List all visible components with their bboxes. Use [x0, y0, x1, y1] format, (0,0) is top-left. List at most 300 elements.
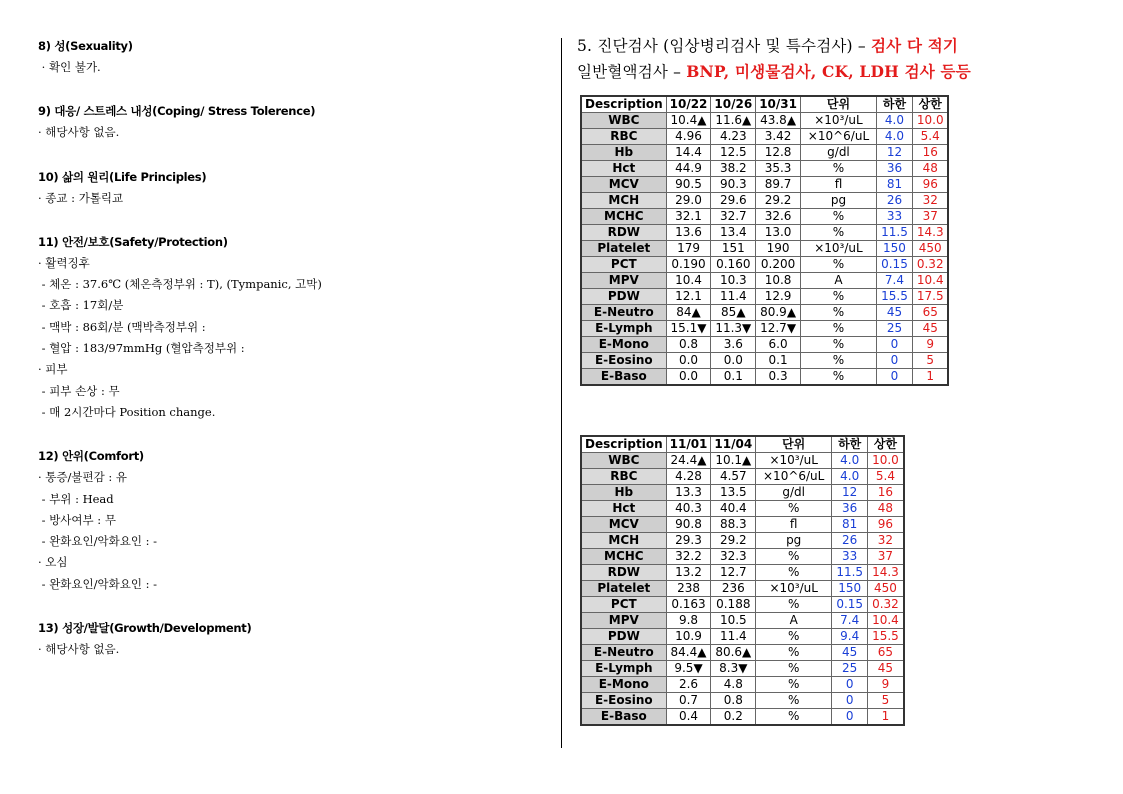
upper-limit: 16	[868, 485, 904, 501]
test-name: MCH	[581, 193, 666, 209]
result-value: 3.42	[756, 129, 801, 145]
lower-limit: 81	[876, 177, 912, 193]
result-value: 88.3	[711, 517, 756, 533]
section-line: - 완화요인/악화요인 : -	[38, 576, 158, 591]
result-value: 90.3	[711, 177, 756, 193]
table-row	[581, 289, 948, 305]
table-row	[581, 501, 904, 517]
lower-limit: 0	[876, 353, 912, 369]
section-2	[38, 167, 538, 209]
lower-limit: 12	[876, 145, 912, 161]
unit: %	[800, 337, 876, 353]
test-name: PCT	[581, 257, 666, 273]
lower-limit: 36	[876, 161, 912, 177]
result-value: 11.4	[711, 629, 756, 645]
test-name: WBC	[581, 453, 666, 469]
table-row	[581, 645, 904, 661]
upper-limit: 37	[868, 549, 904, 565]
result-value: 0.188	[711, 597, 756, 613]
section-4	[38, 446, 538, 595]
assessment-notes	[38, 36, 538, 683]
heading-line-1	[577, 33, 971, 59]
section-title: 12) 안위(Comfort)	[38, 449, 144, 464]
column-header: 10/26	[711, 96, 756, 113]
table-row	[581, 677, 904, 693]
section-line: - 체온 : 37.6℃ (체온측정부위 : T), (Tympanic, 고막)	[38, 277, 322, 292]
result-value: 35.3	[756, 161, 801, 177]
result-value: 44.9	[666, 161, 711, 177]
unit: %	[756, 597, 832, 613]
section-line: - 매 2시간마다 Position change.	[38, 404, 216, 419]
result-value: 0.8	[711, 693, 756, 709]
unit: ×10^6/uL	[800, 129, 876, 145]
result-value: 40.3	[666, 501, 711, 517]
test-name: E-Lymph	[581, 321, 666, 337]
test-name: MCHC	[581, 549, 666, 565]
result-value: 40.4	[711, 501, 756, 517]
lower-limit: 0	[832, 693, 868, 709]
result-value: 10.1▲	[711, 453, 756, 469]
unit: %	[800, 225, 876, 241]
test-name: PDW	[581, 629, 666, 645]
unit: ×10³/uL	[800, 113, 876, 129]
result-value: 32.2	[666, 549, 711, 565]
section-title: 9) 대응/ 스트레스 내성(Coping/ Stress Tolerence)	[38, 104, 316, 119]
section-title: 10) 삶의 원리(Life Principles)	[38, 169, 207, 184]
table-header-row	[581, 436, 904, 453]
lower-limit: 25	[876, 321, 912, 337]
result-value: 0.0	[666, 369, 711, 386]
column-header: Description	[581, 436, 666, 453]
section-title: 8) 성(Sexuality)	[38, 39, 133, 53]
result-value: 2.6	[666, 677, 711, 693]
section-title: 11) 안전/보호(Safety/Protection)	[38, 234, 228, 249]
lab-section-heading	[577, 33, 971, 85]
column-header: 상한	[912, 96, 948, 113]
result-value: 12.5	[711, 145, 756, 161]
unit: A	[800, 273, 876, 289]
cbc-table-oct	[580, 95, 949, 386]
test-name: MCHC	[581, 209, 666, 225]
lower-limit: 0	[832, 709, 868, 726]
table-row	[581, 353, 948, 369]
result-value: 29.3	[666, 533, 711, 549]
section-title: 13) 성장/발달(Growth/Development)	[38, 621, 252, 636]
test-name: E-Baso	[581, 709, 666, 726]
lower-limit: 33	[876, 209, 912, 225]
lower-limit: 45	[832, 645, 868, 661]
result-value: 38.2	[711, 161, 756, 177]
result-value: 190	[756, 241, 801, 257]
test-name: Hct	[581, 161, 666, 177]
lower-limit: 4.0	[876, 113, 912, 129]
section-line: · 해당사항 없음.	[38, 642, 120, 657]
upper-limit: 9	[912, 337, 948, 353]
table-row	[581, 193, 948, 209]
lower-limit: 11.5	[832, 565, 868, 581]
result-value: 10.8	[756, 273, 801, 289]
section-1	[38, 101, 538, 143]
section-line: - 방사여부 : 무	[38, 512, 116, 527]
table-row	[581, 225, 948, 241]
lower-limit: 15.5	[876, 289, 912, 305]
section-line: · 오심	[38, 555, 68, 570]
test-name: E-Mono	[581, 337, 666, 353]
result-value: 0.1	[756, 353, 801, 369]
section-line: · 해당사항 없음.	[38, 125, 120, 140]
test-name: WBC	[581, 113, 666, 129]
upper-limit: 5	[868, 693, 904, 709]
upper-limit: 1	[912, 369, 948, 386]
result-value: 13.2	[666, 565, 711, 581]
section-5	[38, 618, 538, 660]
test-name: RBC	[581, 129, 666, 145]
upper-limit: 65	[912, 305, 948, 321]
table-row	[581, 369, 948, 386]
section-line: - 호흡 : 17회/분	[38, 298, 124, 313]
unit: %	[756, 501, 832, 517]
section-line: - 맥박 : 86회/분 (맥박측정부위 :	[38, 319, 206, 334]
test-name: E-Neutro	[581, 645, 666, 661]
result-value: 0.163	[666, 597, 711, 613]
cbc-table-nov	[580, 435, 905, 726]
table-row	[581, 613, 904, 629]
test-name: PCT	[581, 597, 666, 613]
heading-line-2-highlight: BNP, 미생물검사, CK, LDH 검사 등등	[686, 62, 971, 81]
result-value: 4.8	[711, 677, 756, 693]
test-name: MCH	[581, 533, 666, 549]
upper-limit: 48	[868, 501, 904, 517]
upper-limit: 96	[868, 517, 904, 533]
heading-line-1-text: 5. 진단검사 (임상병리검사 및 특수검사) –	[577, 37, 871, 55]
test-name: E-Lymph	[581, 661, 666, 677]
table-row	[581, 305, 948, 321]
lower-limit: 7.4	[832, 613, 868, 629]
lower-limit: 0	[876, 369, 912, 386]
table-row	[581, 453, 904, 469]
section-line: - 혈압 : 183/97mmHg (혈압측정부위 :	[38, 341, 245, 356]
lower-limit: 26	[832, 533, 868, 549]
section-0	[38, 36, 538, 78]
result-value: 0.0	[711, 353, 756, 369]
upper-limit: 10.0	[868, 453, 904, 469]
result-value: 10.3	[711, 273, 756, 289]
heading-line-2	[577, 59, 971, 85]
upper-limit: 9	[868, 677, 904, 693]
unit: %	[800, 353, 876, 369]
result-value: 0.7	[666, 693, 711, 709]
unit: fl	[800, 177, 876, 193]
lower-limit: 33	[832, 549, 868, 565]
table-row	[581, 257, 948, 273]
lower-limit: 25	[832, 661, 868, 677]
column-header: 10/31	[756, 96, 801, 113]
column-header: 단위	[756, 436, 832, 453]
table-row	[581, 661, 904, 677]
result-value: 84▲	[666, 305, 711, 321]
result-value: 13.0	[756, 225, 801, 241]
upper-limit: 10.4	[912, 273, 948, 289]
lower-limit: 81	[832, 517, 868, 533]
table-row	[581, 273, 948, 289]
column-divider	[561, 38, 562, 748]
unit: %	[800, 161, 876, 177]
upper-limit: 45	[868, 661, 904, 677]
result-value: 90.5	[666, 177, 711, 193]
test-name: RDW	[581, 565, 666, 581]
column-header: 하한	[832, 436, 868, 453]
result-value: 6.0	[756, 337, 801, 353]
result-value: 236	[711, 581, 756, 597]
result-value: 13.3	[666, 485, 711, 501]
table-row	[581, 485, 904, 501]
unit: %	[800, 321, 876, 337]
result-value: 4.96	[666, 129, 711, 145]
lower-limit: 0.15	[876, 257, 912, 273]
result-value: 10.9	[666, 629, 711, 645]
result-value: 4.28	[666, 469, 711, 485]
result-value: 43.8▲	[756, 113, 801, 129]
table-row	[581, 597, 904, 613]
table-row	[581, 709, 904, 726]
upper-limit: 5	[912, 353, 948, 369]
lower-limit: 26	[876, 193, 912, 209]
unit: ×10^6/uL	[756, 469, 832, 485]
result-value: 238	[666, 581, 711, 597]
table-row	[581, 161, 948, 177]
column-header: 단위	[800, 96, 876, 113]
unit: %	[756, 549, 832, 565]
result-value: 9.5▼	[666, 661, 711, 677]
result-value: 84.4▲	[666, 645, 711, 661]
upper-limit: 16	[912, 145, 948, 161]
unit: %	[756, 661, 832, 677]
unit: g/dl	[800, 145, 876, 161]
upper-limit: 45	[912, 321, 948, 337]
section-line: · 종교 : 가톨릭교	[38, 190, 124, 205]
lower-limit: 45	[876, 305, 912, 321]
test-name: PDW	[581, 289, 666, 305]
result-value: 151	[711, 241, 756, 257]
result-value: 80.9▲	[756, 305, 801, 321]
section-line: · 통증/불편감 : 유	[38, 470, 128, 485]
result-value: 8.3▼	[711, 661, 756, 677]
test-name: Platelet	[581, 241, 666, 257]
test-name: E-Baso	[581, 369, 666, 386]
result-value: 12.9	[756, 289, 801, 305]
table-row	[581, 177, 948, 193]
test-name: Hb	[581, 145, 666, 161]
result-value: 12.7▼	[756, 321, 801, 337]
table-row	[581, 209, 948, 225]
table-row	[581, 469, 904, 485]
table-row	[581, 129, 948, 145]
table-row	[581, 113, 948, 129]
test-name: MPV	[581, 273, 666, 289]
upper-limit: 96	[912, 177, 948, 193]
upper-limit: 65	[868, 645, 904, 661]
table-row	[581, 629, 904, 645]
result-value: 32.6	[756, 209, 801, 225]
table-row	[581, 565, 904, 581]
result-value: 11.3▼	[711, 321, 756, 337]
unit: %	[756, 565, 832, 581]
unit: %	[800, 257, 876, 273]
test-name: E-Eosino	[581, 353, 666, 369]
result-value: 11.4	[711, 289, 756, 305]
unit: %	[756, 709, 832, 726]
upper-limit: 0.32	[868, 597, 904, 613]
result-value: 85▲	[711, 305, 756, 321]
result-value: 11.6▲	[711, 113, 756, 129]
result-value: 29.6	[711, 193, 756, 209]
unit: %	[800, 209, 876, 225]
unit: pg	[800, 193, 876, 209]
upper-limit: 5.4	[912, 129, 948, 145]
heading-line-2-text: 일반혈액검사 –	[577, 63, 687, 81]
column-header: Description	[581, 96, 666, 113]
result-value: 29.2	[711, 533, 756, 549]
table-row	[581, 337, 948, 353]
column-header: 상한	[868, 436, 904, 453]
result-value: 24.4▲	[666, 453, 711, 469]
result-value: 10.5	[711, 613, 756, 629]
result-value: 9.8	[666, 613, 711, 629]
result-value: 15.1▼	[666, 321, 711, 337]
result-value: 0.2	[711, 709, 756, 726]
unit: %	[800, 369, 876, 386]
table-row	[581, 533, 904, 549]
lower-limit: 36	[832, 501, 868, 517]
result-value: 14.4	[666, 145, 711, 161]
lower-limit: 7.4	[876, 273, 912, 289]
column-header: 10/22	[666, 96, 711, 113]
result-value: 12.1	[666, 289, 711, 305]
result-value: 90.8	[666, 517, 711, 533]
result-value: 12.8	[756, 145, 801, 161]
upper-limit: 450	[868, 581, 904, 597]
unit: %	[800, 305, 876, 321]
result-value: 29.2	[756, 193, 801, 209]
upper-limit: 48	[912, 161, 948, 177]
upper-limit: 10.0	[912, 113, 948, 129]
test-name: MCV	[581, 517, 666, 533]
lower-limit: 4.0	[876, 129, 912, 145]
result-value: 0.0	[666, 353, 711, 369]
unit: %	[756, 693, 832, 709]
heading-line-1-highlight: 검사 다 적기	[871, 36, 959, 55]
result-value: 32.7	[711, 209, 756, 225]
lower-limit: 150	[832, 581, 868, 597]
upper-limit: 10.4	[868, 613, 904, 629]
lower-limit: 0	[832, 677, 868, 693]
test-name: Platelet	[581, 581, 666, 597]
result-value: 0.4	[666, 709, 711, 726]
result-value: 10.4▲	[666, 113, 711, 129]
section-line: - 피부 손상 : 무	[38, 383, 120, 398]
result-value: 13.6	[666, 225, 711, 241]
table-row	[581, 321, 948, 337]
lower-limit: 4.0	[832, 469, 868, 485]
unit: pg	[756, 533, 832, 549]
section-line: · 활력징후	[38, 255, 90, 270]
lower-limit: 0	[876, 337, 912, 353]
lower-limit: 150	[876, 241, 912, 257]
upper-limit: 15.5	[868, 629, 904, 645]
test-name: Hct	[581, 501, 666, 517]
result-value: 0.1	[711, 369, 756, 386]
column-header: 11/04	[711, 436, 756, 453]
unit: ×10³/uL	[756, 581, 832, 597]
result-value: 4.57	[711, 469, 756, 485]
result-value: 0.200	[756, 257, 801, 273]
result-value: 80.6▲	[711, 645, 756, 661]
test-name: E-Mono	[581, 677, 666, 693]
result-value: 0.160	[711, 257, 756, 273]
upper-limit: 32	[868, 533, 904, 549]
test-name: MCV	[581, 177, 666, 193]
column-header: 11/01	[666, 436, 711, 453]
result-value: 0.3	[756, 369, 801, 386]
result-value: 10.4	[666, 273, 711, 289]
result-value: 4.23	[711, 129, 756, 145]
lower-limit: 4.0	[832, 453, 868, 469]
lower-limit: 12	[832, 485, 868, 501]
result-value: 12.7	[711, 565, 756, 581]
table-row	[581, 549, 904, 565]
result-value: 29.0	[666, 193, 711, 209]
unit: fl	[756, 517, 832, 533]
result-value: 13.5	[711, 485, 756, 501]
test-name: MPV	[581, 613, 666, 629]
upper-limit: 17.5	[912, 289, 948, 305]
table-row	[581, 145, 948, 161]
test-name: Hb	[581, 485, 666, 501]
upper-limit: 1	[868, 709, 904, 726]
upper-limit: 450	[912, 241, 948, 257]
result-value: 0.8	[666, 337, 711, 353]
unit: A	[756, 613, 832, 629]
lower-limit: 11.5	[876, 225, 912, 241]
upper-limit: 5.4	[868, 469, 904, 485]
result-value: 179	[666, 241, 711, 257]
result-value: 3.6	[711, 337, 756, 353]
column-header: 하한	[876, 96, 912, 113]
result-value: 32.3	[711, 549, 756, 565]
section-line: · 피부	[38, 362, 68, 377]
lower-limit: 9.4	[832, 629, 868, 645]
upper-limit: 0.32	[912, 257, 948, 273]
lower-limit: 0.15	[832, 597, 868, 613]
upper-limit: 14.3	[868, 565, 904, 581]
unit: %	[756, 629, 832, 645]
upper-limit: 37	[912, 209, 948, 225]
result-value: 0.190	[666, 257, 711, 273]
unit: %	[756, 677, 832, 693]
test-name: RBC	[581, 469, 666, 485]
section-line: · 확인 불가.	[38, 60, 101, 74]
table-row	[581, 581, 904, 597]
upper-limit: 32	[912, 193, 948, 209]
unit: %	[800, 289, 876, 305]
section-3	[38, 232, 538, 423]
table-row	[581, 693, 904, 709]
unit: g/dl	[756, 485, 832, 501]
test-name: E-Eosino	[581, 693, 666, 709]
unit: ×10³/uL	[800, 241, 876, 257]
result-value: 32.1	[666, 209, 711, 225]
section-line: - 부위 : Head	[38, 491, 114, 506]
